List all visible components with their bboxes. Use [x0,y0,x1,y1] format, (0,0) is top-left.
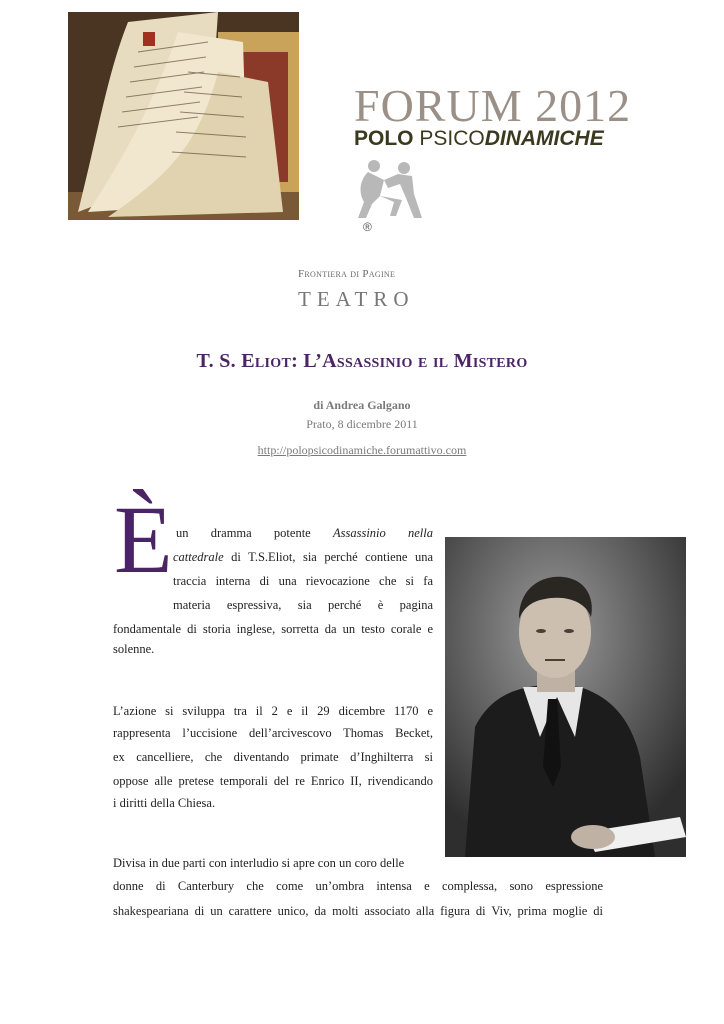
p3-line1: Divisa in due parti con interludio si apre con un coro delle [113,856,405,870]
article-date: Prato, 8 dicembre 2011 [306,417,418,431]
p2-line1: L’azione si sviluppa tra il 2 e il 29 dicembre 1170 e [113,704,433,718]
p1-line4: materia espressiva, sia perché è pagina [173,598,433,612]
p1-line2-text: di T.S.Eliot, sia perché contiene una [231,550,433,564]
forum-sub-psico: PSICO [413,127,485,150]
p3-line3: shakespeariana di un carattere unico, da molti associato alla figura di Viv, prima moglie di [113,904,603,918]
forum-logo [354,80,654,236]
p1-line1 [176,521,433,546]
portrait-photo [445,537,686,857]
forum-title: FORUM 2012 [354,80,632,131]
p2-line2: rappresenta l’uccisione dell’arcivescovo Thomas Becket, [113,726,433,740]
p1-line3: traccia interna di una rievocazione che si fa [173,574,433,588]
article-title: T. S. Eliot: L’Assassinio e il Mistero [196,350,528,372]
section-frontiera: Frontiera di Pagine [298,268,396,280]
drop-cap: È [114,486,173,593]
registered-mark: ® [363,220,372,234]
article-url-link[interactable]: http://polopsicodinamiche.forumattivo.com [257,443,467,457]
forum-subtitle [354,127,604,151]
p1-line2 [173,545,433,570]
p2-line4: oppose alle pretese temporali del re Enrico II, rivendicando [113,774,433,788]
p1-line1-italic: Assassinio nella [332,526,434,540]
p2-line3: ex cancelliere, che diventando primate d’Inghilterra si [113,750,433,764]
p1-line5: fondamentale di storia inglese, sorretta da un testo corale e [113,622,433,636]
p2-line5: i diritti della Chiesa. [113,796,216,810]
p3-line2: donne di Canterbury che come un’ombra intensa e complessa, sono espressione [113,879,603,893]
book-illustration [68,12,299,220]
dancing-figures-icon [354,158,426,220]
p1-line6: solenne. [113,642,155,656]
p1-line2-italic: cattedrale [173,550,224,564]
forum-sub-dinamiche: DINAMICHE [484,127,604,150]
article-author: di Andrea Galgano [313,398,411,412]
p1-line1-text: un dramma potente [176,526,311,540]
forum-sub-polo: POLO [354,127,414,150]
section-category: TEATRO [298,287,415,311]
